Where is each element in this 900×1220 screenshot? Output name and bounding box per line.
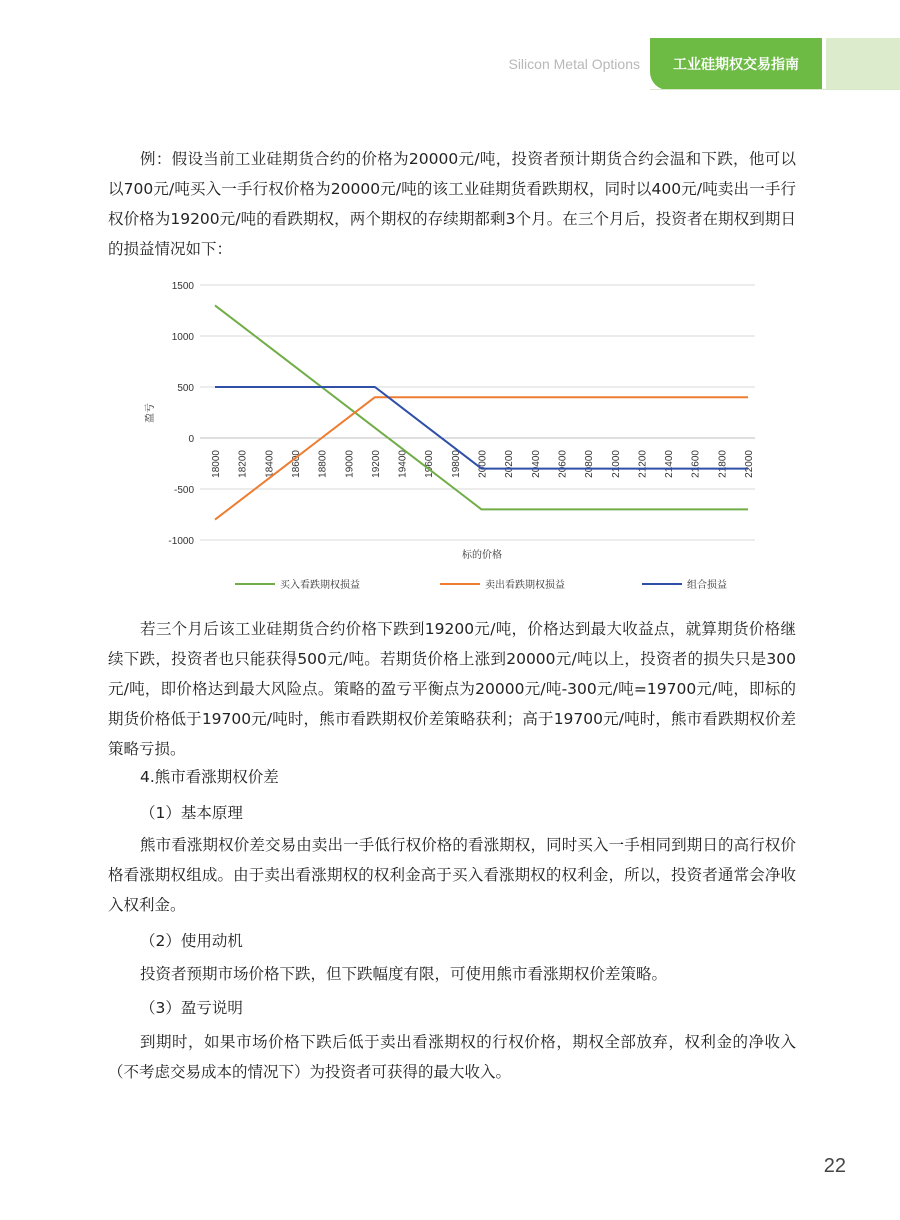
header-accent-block [826, 38, 900, 90]
x-tick-label: 18800 [317, 450, 329, 478]
x-tick-label: 19200 [370, 450, 382, 478]
y-tick-label: 1500 [171, 281, 194, 292]
x-tick-label: 20000 [477, 450, 489, 478]
x-tick-label: 20600 [557, 450, 569, 478]
x-tick-label: 19800 [450, 450, 462, 478]
x-tick-label: 20400 [530, 450, 542, 478]
x-tick-label: 19400 [397, 450, 409, 478]
x-tick-label: 21000 [610, 450, 622, 478]
sub2-text: 投资者预期市场价格下跌，但下跌幅度有限，可使用熊市看涨期权价差策略。 [140, 965, 668, 983]
y-tick-label: 1000 [171, 332, 194, 343]
x-tick-label: 21400 [664, 450, 676, 478]
x-tick-label: 18000 [211, 450, 222, 478]
x-tick-label: 18200 [237, 450, 249, 478]
x-tick-label: 18400 [264, 450, 276, 478]
legend-label: 组合损益 [687, 580, 727, 591]
chart-y-axis [168, 281, 194, 547]
y-tick-label: -500 [173, 485, 194, 496]
payoff-line-chart [140, 270, 780, 600]
header-divider [650, 89, 900, 90]
x-tick-label: 21800 [717, 450, 729, 478]
sub3-text: 到期时，如果市场价格下跌后低于卖出看涨期权的行权价格，期权全部放弃，权利金的净收入（不考虑交易成本的情况下）为投资者可获得的最大收入。 [108, 1033, 796, 1081]
header-english-title: Silicon Metal Options [508, 56, 640, 72]
x-tick-label: 22000 [744, 450, 755, 478]
x-tick-label: 19000 [344, 450, 356, 478]
chart-x-axis-title: 标的价格 [462, 550, 502, 561]
chart-series [215, 305, 748, 519]
section-heading: 4.熊市看涨期权价差 [140, 768, 279, 786]
page-number: 22 [823, 1155, 846, 1177]
intro-paragraph: 例：假设当前工业硅期货合约的价格为20000元/吨，投资者预计期货合约会温和下跌，他可以以700元/吨买入一手行权价格为20000元/吨的该工业硅期货看跌期权，同时以400元/吨卖出一手行权价格为19200元/吨的看跌期权，两个期权的存续期都剩3个月。在三个月后，投资者在期权到期日的损益情况如下： [108, 150, 796, 258]
legend-label: 卖出看跌期权损益 [485, 580, 565, 591]
x-tick-label: 21600 [690, 450, 702, 478]
chart-gridlines [200, 285, 755, 540]
x-tick-label: 20200 [504, 450, 516, 478]
sub2-heading: （2）使用动机 [140, 932, 243, 950]
chart-x-axis [211, 450, 755, 478]
paragraph-after-chart: 若三个月后该工业硅期货合约价格下跌到19200元/吨，价格达到最大收益点，就算期货价格继续下跌，投资者也只能获得500元/吨。若期货价格上涨到20000元/吨以上，投资者的损失只是300元/吨，即价格达到最大风险点。策略的盈亏平衡点为20000元/吨-300元/吨=19700元/吨，即标的期货价格低于19700元/吨时，熊市看跌期权价差策略获利；高于19700元/吨时，熊市看跌期权价差策略亏损。 [108, 620, 796, 758]
sub1-text: 熊市看涨期权价差交易由卖出一手低行权价格的看涨期权，同时买入一手相同到期日的高行权价格看涨期权组成。由于卖出看涨期权的权利金高于买入看涨期权的权利金，所以，投资者通常会净收入权利金。 [108, 836, 796, 914]
chart-y-axis-title: 盈亏 [145, 403, 156, 423]
x-tick-label: 19600 [424, 450, 436, 478]
sub1-heading: （1）基本原理 [140, 804, 243, 822]
y-tick-label: -1000 [168, 536, 194, 547]
y-tick-label: 500 [177, 383, 194, 394]
y-tick-label: 0 [188, 434, 194, 445]
chart-legend [235, 578, 727, 591]
x-tick-label: 20800 [584, 450, 596, 478]
sub3-heading: （3）盈亏说明 [140, 999, 243, 1017]
x-tick-label: 18600 [290, 450, 302, 478]
header-chinese-title: 工业硅期权交易指南 [650, 38, 822, 90]
x-tick-label: 21200 [637, 450, 649, 478]
legend-label: 买入看跌期权损益 [280, 580, 360, 591]
